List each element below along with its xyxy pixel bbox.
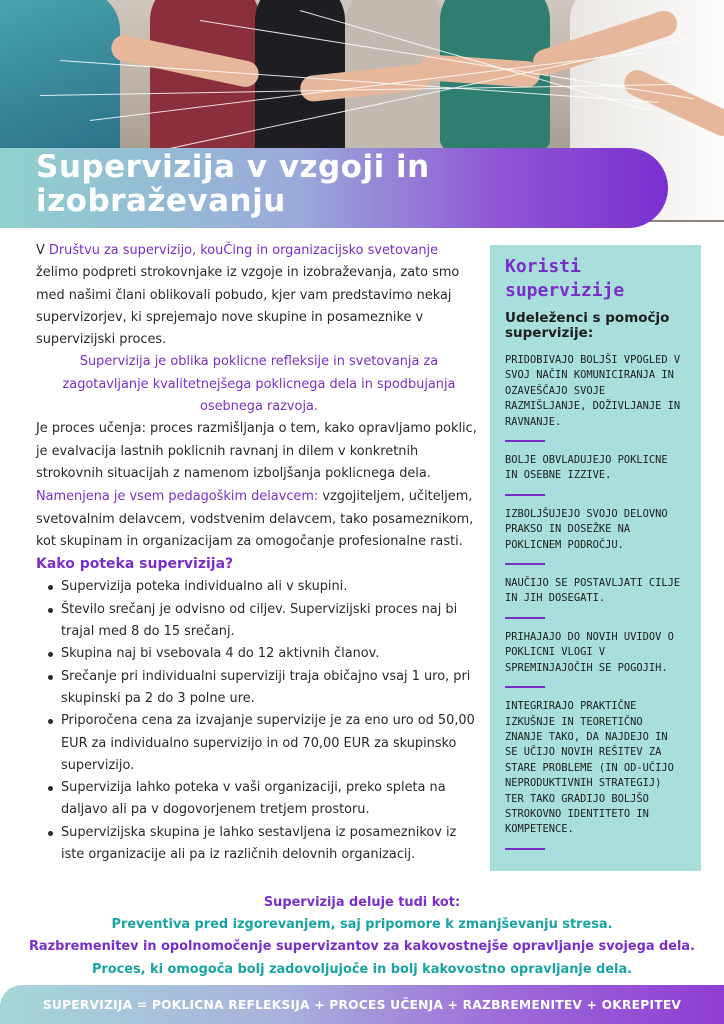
intro-text: želimo podpreti strokovnjake iz vzgoje in izobraževanja, zato smo med našimi člani oblikovali pobudo, kjer vam predstavimo nekaj supervizorjev, ki sprejemajo nove skupine in posameznike v supervizijski proces. [36, 265, 460, 348]
definition-quote: Supervizija je oblika poklicne refleksije in svetovanja za zagotavljanje kvalitetnejšega poklicnega dela in spodbujanja osebnega razvoja. [62, 354, 456, 415]
divider [505, 686, 545, 688]
benefit-item: NAUČIJO SE POSTAVLJATI CILJE IN JIH DOSEGATI. [505, 577, 681, 605]
intro-paragraph [36, 240, 482, 351]
footer-banner [0, 985, 724, 1024]
list-item: Priporočena cena za izvajanje supervizije je za eno uro od 50,00 EUR za individualno supervizijo in od 70,00 EUR za skupinsko supervizijo. [36, 710, 482, 777]
closing-line: Razbremenitev in opolnomočenje supervizantov za kakovostnejše opravljanje svojega dela. [28, 939, 696, 955]
list-item: Supervizija lahko poteka v vaši organizaciji, preko spleta na daljavo ali pa v dogovorjenem tretjem prostoru. [36, 777, 482, 822]
benefits-subtitle: Udeleženci s pomočjo supervizije: [505, 310, 670, 341]
footer-text: SUPERVIZIJA = POKLICNA REFLEKSIJA + PROCES UČENJA + RAZBREMENITEV + OKREPITEV [42, 997, 682, 1012]
divider [505, 440, 545, 442]
benefits-box [490, 245, 701, 871]
benefit-item: IZBOLJŠUJEJO SVOJO DELOVNO PRAKSO IN DOSEŽKE NA POKLICNEM PODROČJU. [505, 507, 668, 551]
title-banner [0, 148, 668, 228]
audience-text: vzgojiteljem, učiteljem, svetovalnim delavcem, vodstvenim delavcem, tako posameznikom, kot skupinam in organizacijam za omogočanje profesionalne rasti. [36, 489, 474, 549]
list-item: Srečanje pri individualni superviziji traja običajno vsaj 1 uro, pri skupinski pa 2 do 3 polne ure. [36, 666, 482, 711]
how-heading: Kako poteka supervizija? [36, 556, 234, 573]
how-list [36, 576, 482, 866]
photo-person [0, 0, 120, 160]
list-item: Supervizijska skupina je lahko sestavljena iz posameznikov iz iste organizacije ali pa iz različnih delovnih organizacij. [36, 822, 482, 867]
divider [505, 848, 545, 850]
audience-paragraph [36, 486, 482, 553]
closing-line: Proces, ki omogoča bolj zadovoljujoče in bolj kakovostno opravljanje dela. [91, 961, 633, 977]
closing-statement [20, 892, 704, 981]
audience-lead: Namenjena je vsem pedagoškim delavcem: [36, 489, 319, 505]
benefits-title: Koristi supervizije [505, 256, 625, 301]
page-title: Supervizija v vzgoji in izobraževanju [36, 149, 430, 219]
closing-line: Preventiva pred izgorevanjem, saj pripomore k zmanjševanju stresa. [111, 917, 613, 933]
benefit-item: INTEGRIRAJO PRAKTIČNE IZKUŠNJE IN TEORETIČNO ZNANJE TAKO, DA NAJDEJO IN SE UČIJO NOVIH REŠITEV ZA STARE PROBLEME (IN OD-UČIJO NEPRODUKTIVNIH STRATEGIJ) TER TAKO GRADIJO BOLJŠO STROKOVNO IDENTITETO IN KOMPETENCE. [505, 700, 674, 836]
benefit-item: BOLJE OBVLADUJEJO POKLICNE IN OSEBNE IZZIVE. [505, 454, 668, 482]
list-item: Supervizija poteka individualno ali v skupini. [36, 576, 482, 598]
benefit-item: PRIDOBIVAJO BOLJŠI VPOGLED V SVOJ NAČIN KOMUNICIRANJA IN OZAVEŠČAJO SVOJE RAZMIŠLJANJE, DOŽIVLJANJE IN RAVNANJE. [505, 354, 681, 428]
divider [505, 617, 545, 619]
intro-prefix: V [36, 243, 49, 258]
org-name: Društvu za supervizijo, kouČing in organizacijsko svetovanje [48, 243, 439, 258]
list-item: Število srečanj je odvisno od ciljev. Supervizijski proces naj bi trajal med 8 do 15 srečanj. [36, 599, 482, 644]
benefit-item: PRIHAJAJO DO NOVIH UVIDOV O POKLICNI VLOGI V SPREMINJAJOČIH SE POGOJIH. [505, 630, 674, 674]
closing-lead: Supervizija deluje tudi kot: [263, 895, 461, 910]
divider [505, 494, 545, 496]
divider [505, 563, 545, 565]
process-paragraph: Je proces učenja: proces razmišljanja o tem, kako opravljamo poklic, je evalvacija lastnih poklicnih ravnanj in dilem v konkretnih strokovnih situacijah z namenom izboljšanja poklicnega dela. [36, 421, 477, 481]
list-item: Skupina naj bi vsebovala 4 do 12 aktivnih članov. [36, 643, 482, 665]
main-content [36, 240, 482, 866]
